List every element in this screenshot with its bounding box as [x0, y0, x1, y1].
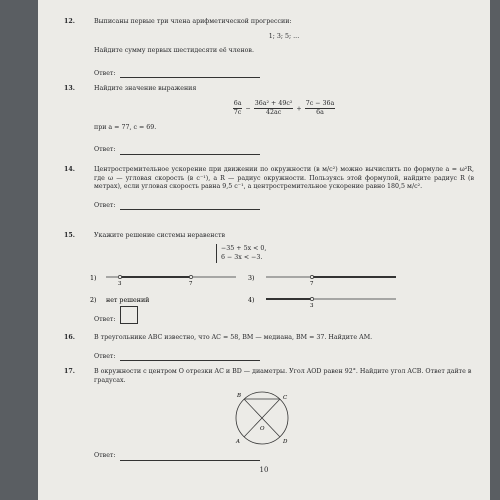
option-1-tick-b: 7: [189, 281, 193, 287]
answer-field[interactable]: [120, 454, 260, 461]
answer-field[interactable]: [120, 354, 260, 361]
option-1-tick-a: 3: [118, 281, 122, 287]
answer-row: [94, 146, 474, 155]
question: Найдите сумму первых шестидесяти её членов.: [94, 47, 254, 54]
answer-label: Ответ:: [94, 352, 116, 360]
answer-label: Ответ:: [94, 452, 116, 459]
answer-field[interactable]: [120, 148, 260, 155]
problem-13: [64, 85, 474, 155]
inequality-2: 6 − 3x < −3.: [221, 254, 263, 262]
fraction-3: $\frac{7c - 36a}{6a}$: [305, 99, 335, 116]
label-o: O: [260, 426, 265, 432]
option-4-tick: 3: [310, 303, 314, 309]
problem-15: [64, 232, 474, 323]
answer-row: [94, 306, 138, 324]
expression: [94, 100, 474, 118]
answer-row: [94, 70, 474, 79]
option-4-label: 4): [248, 297, 255, 304]
answer-field[interactable]: [120, 71, 260, 78]
inequality-system: [216, 244, 266, 263]
problem-17: [64, 368, 474, 459]
label-a: A: [236, 439, 240, 445]
answer-field[interactable]: [120, 203, 260, 210]
problem-text: Выписаны первые три члена арифметической прогрессии:: [94, 18, 292, 25]
inequality-1: −35 + 5x < 0,: [221, 245, 267, 252]
option-3-point: [310, 275, 313, 278]
option-3-tick: 7: [310, 281, 314, 287]
answer-row: [94, 202, 474, 211]
fraction-1: $\frac{6a}{7c}$: [233, 99, 242, 116]
answer-label: Ответ:: [94, 146, 116, 153]
problem-text: В треугольнике ABC известно, что AC = 58, BM — медиана, BM = 37. Найдите AM.: [94, 334, 373, 341]
problem-12: [64, 18, 474, 78]
sequence: 1; 3; 5; ...: [268, 32, 300, 40]
problem-number: 16.: [64, 334, 75, 341]
problem-number: 17.: [64, 368, 75, 375]
label-d: D: [283, 439, 288, 445]
page-number: 10: [259, 466, 269, 474]
operator: +: [296, 105, 302, 112]
problem-text: Центростремительное ускорение при движении по окружности (в м/с²) можно вычислить по формуле a = ω²R, где ω — угловая скорость (в с⁻¹), а R — радиус окружности. Пользуясь этой формулой, найдите радиус R (в метрах), если угловая скорость равна 9,5 с⁻¹, а центростремительное ускорение равно 180,5 м/с².: [94, 166, 474, 190]
option-2-label: 2): [90, 297, 97, 304]
answer-box[interactable]: [120, 306, 138, 324]
problem-number: 15.: [64, 232, 75, 239]
option-1-point-b: [189, 275, 192, 278]
problem-text: В окружности с центром O отрезки AC и BD — диаметры. Угол AOD равен 92°. Найдите угол ACB. Ответ дайте в градусах.: [94, 368, 472, 384]
circle-diagram: [202, 388, 322, 448]
option-3-label: 3): [248, 275, 255, 282]
condition: при a = 77, c = 69.: [94, 123, 157, 131]
problem-number: 12.: [64, 18, 75, 25]
problem-16: [64, 334, 474, 361]
answer-label: Ответ:: [94, 69, 116, 77]
operator: −: [245, 105, 251, 112]
exam-page: [38, 0, 490, 500]
problem-text: Найдите значение выражения: [94, 85, 197, 92]
option-2-text: нет решений: [106, 297, 150, 304]
answer-row: [94, 353, 474, 362]
problem-14: [64, 166, 474, 210]
problem-text: Укажите решение системы неравенств: [94, 232, 226, 239]
label-c: C: [283, 395, 288, 401]
option-1-point-a: [118, 275, 121, 278]
problem-number: 14.: [64, 166, 75, 173]
problem-number: 13.: [64, 85, 75, 92]
label-b: B: [237, 393, 242, 399]
fraction-2: $\frac{\text{36a² + 49c²}}{42ac}$: [254, 99, 293, 116]
option-4-point: [310, 297, 313, 300]
answer-row: [94, 452, 260, 461]
answer-label: Ответ:: [94, 201, 116, 209]
answer-label: Ответ:: [94, 315, 116, 323]
option-1-label: 1): [90, 275, 97, 282]
